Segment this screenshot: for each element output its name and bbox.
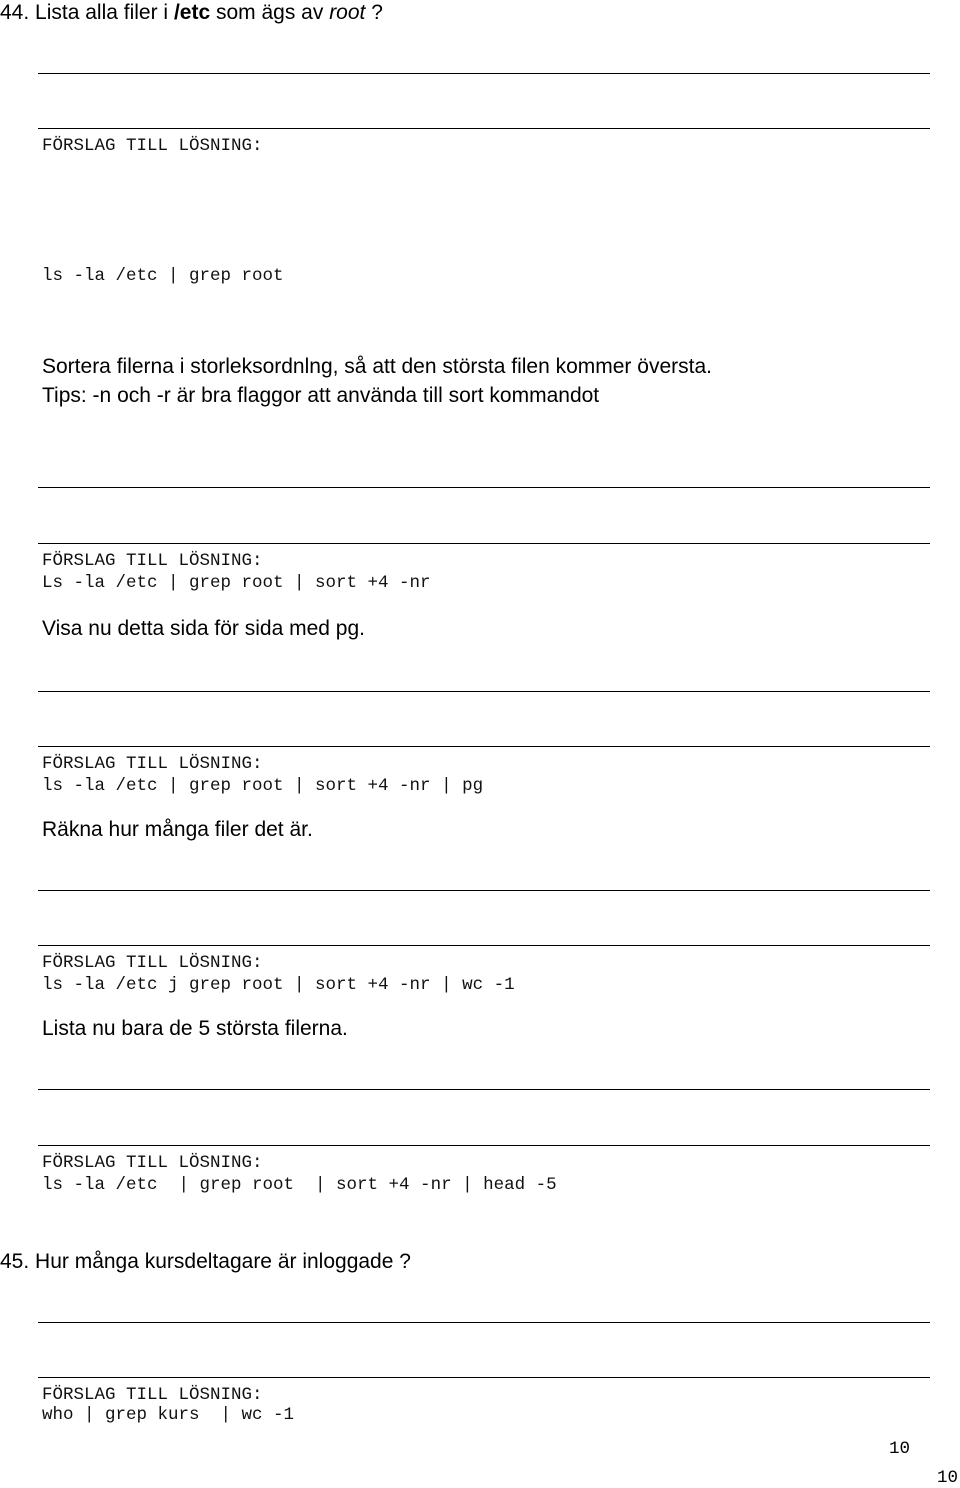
owner-root: root	[329, 1, 366, 24]
answer-line	[38, 543, 930, 544]
task-pg-text: Visa nu detta sida för sida med pg.	[42, 617, 365, 640]
answer-line	[38, 1322, 930, 1323]
task-count-text: Räkna hur många filer det är.	[42, 818, 313, 841]
answer-line	[38, 1145, 930, 1146]
question-44-heading	[0, 1, 383, 25]
question-45-heading: 45. Hur många kursdeltagare är inloggade ?	[0, 1250, 411, 1273]
question-text: Lista alla filer i	[35, 1, 174, 24]
solution-command: ls -la /etc j grep root | sort +4 -nr | wc -1	[42, 975, 515, 995]
page-number: 10	[889, 1439, 911, 1459]
question-number: 44.	[0, 1, 30, 24]
solution-label: FÖRSLAG TILL LÖSNING:	[42, 1153, 263, 1173]
answer-line	[38, 746, 930, 747]
solution-label: FÖRSLAG TILL LÖSNING:	[42, 136, 263, 156]
question-text-end: ?	[365, 1, 383, 24]
answer-line	[38, 1377, 930, 1378]
solution-label: FÖRSLAG TILL LÖSNING:	[42, 953, 263, 973]
solution-label: FÖRSLAG TILL LÖSNING:	[42, 754, 263, 774]
answer-line	[38, 890, 930, 891]
solution-command: Ls -la /etc | grep root | sort +4 -nr	[42, 573, 431, 593]
answer-line	[38, 945, 930, 946]
question-text-mid: som ägs av	[210, 1, 330, 24]
answer-line	[38, 128, 930, 129]
page-number-footer: 10	[937, 1468, 959, 1488]
solution-label: FÖRSLAG TILL LÖSNING:	[42, 551, 263, 571]
answer-line	[38, 73, 930, 74]
path-etc: /etc	[173, 1, 211, 24]
answer-line	[38, 691, 930, 692]
solution-command: ls -la /etc | grep root	[42, 266, 284, 286]
solution-command: ls -la /etc | grep root | sort +4 -nr | head -5	[42, 1175, 557, 1195]
solution-command: who | grep kurs | wc -1	[42, 1405, 295, 1425]
answer-line	[38, 1089, 930, 1090]
solution-label: FÖRSLAG TILL LÖSNING:	[42, 1385, 263, 1405]
task-sort-text: Sortera filerna i storleksordnlng, så att den största filen kommer översta. Tips: -n och -r är bra flaggor att använda till sort kommandot	[42, 355, 712, 407]
task-top5-text: Lista nu bara de 5 största filerna.	[42, 1017, 348, 1040]
solution-command: ls -la /etc | grep root | sort +4 -nr | pg	[42, 776, 484, 796]
answer-line	[38, 487, 930, 488]
